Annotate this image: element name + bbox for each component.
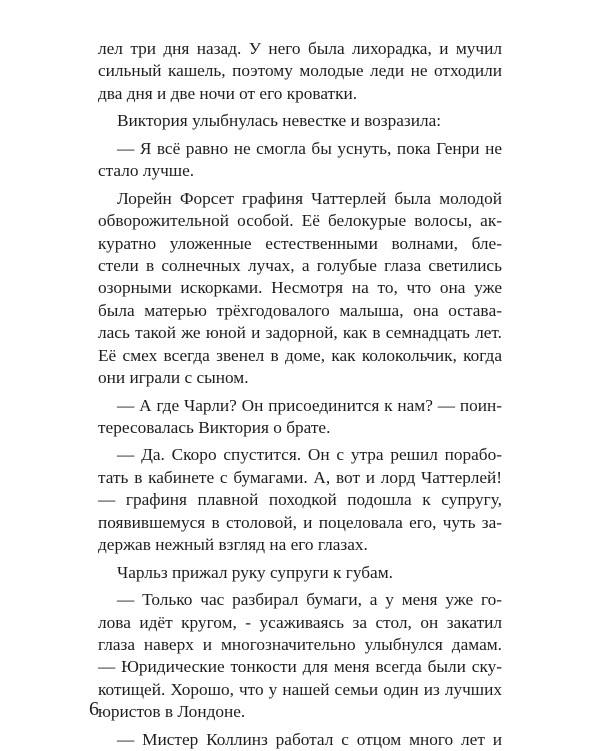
text-line: озорными искорками. Несмотря на то, что она уже	[98, 278, 502, 298]
text-line: — Да. Скоро спустится. Он с утра решил порабо-	[117, 445, 502, 465]
text-line: юристов в Лондоне.	[98, 702, 246, 722]
text-line: — А где Чарли? Он присоединится к нам? — поин-	[117, 395, 502, 415]
text-line: куратно уложенные естественными волнами, бле-	[98, 233, 502, 253]
text-line: тать в кабинете с бумагами. А, вот и лорд Чаттерлей!	[98, 467, 502, 487]
text-line: — графиня плавной походкой подошла к супругу,	[98, 490, 502, 510]
text-line: Лорейн Форсет графиня Чаттерлей была молодой	[117, 188, 502, 208]
text-line: они играли с сыном.	[98, 368, 249, 388]
text-line: была матерью трёхгодовалого малыша, она оставa-	[98, 300, 502, 320]
text-line: — Мистер Коллинз работал с отцом много лет и	[117, 729, 502, 749]
text-line: лова идёт кругом, - усаживаясь за стол, он закатил	[98, 612, 502, 632]
text-line: глаза наверх и многозначительно улыбнулся дамам.	[98, 634, 502, 654]
text-line: лел три дня назад. У него была лихорадка, и мучил	[98, 39, 502, 58]
page-number: 6	[89, 698, 99, 720]
text-line: — Я всё равно не смогла бы уснуть, пока Генри не	[117, 138, 502, 158]
text-line: котищей. Хорошо, что у нашей семьи один из лучших	[98, 679, 502, 699]
text-line: обворожительной особой. Её белокурые волосы, ак-	[98, 211, 502, 231]
text-line: — Только час разбирал бумаги, а у меня уже го-	[117, 590, 502, 610]
text-line: сильный кашель, поэтому молодые леди не отходили	[98, 61, 502, 81]
text-line: стало лучше.	[98, 161, 195, 181]
text-line: держав нежный взгляд на его глазах.	[98, 535, 368, 555]
text-line: два дня и две ночи от его кроватки.	[98, 83, 358, 103]
body-text	[98, 38, 502, 751]
text-line: стели в солнечных лучах, а голубые глаза светились	[98, 255, 502, 275]
text-line: лась такой же юной и задорной, как в семнадцать лет.	[98, 323, 502, 343]
text-line: тересовалась Виктория о брате.	[98, 418, 331, 437]
text-line: — Юридические тонкости для меня всегда были ску-	[98, 657, 502, 677]
text-line: Виктория улыбнулась невестке и возразила:	[117, 111, 442, 131]
text-line: Чарльз прижал руку супруги к губам.	[117, 562, 393, 582]
text-line: Её смех всегда звенел в доме, как колокольчик, когда	[98, 345, 502, 365]
text-line: появившемуся в столовой, и поцеловала его, чуть за-	[98, 512, 502, 532]
